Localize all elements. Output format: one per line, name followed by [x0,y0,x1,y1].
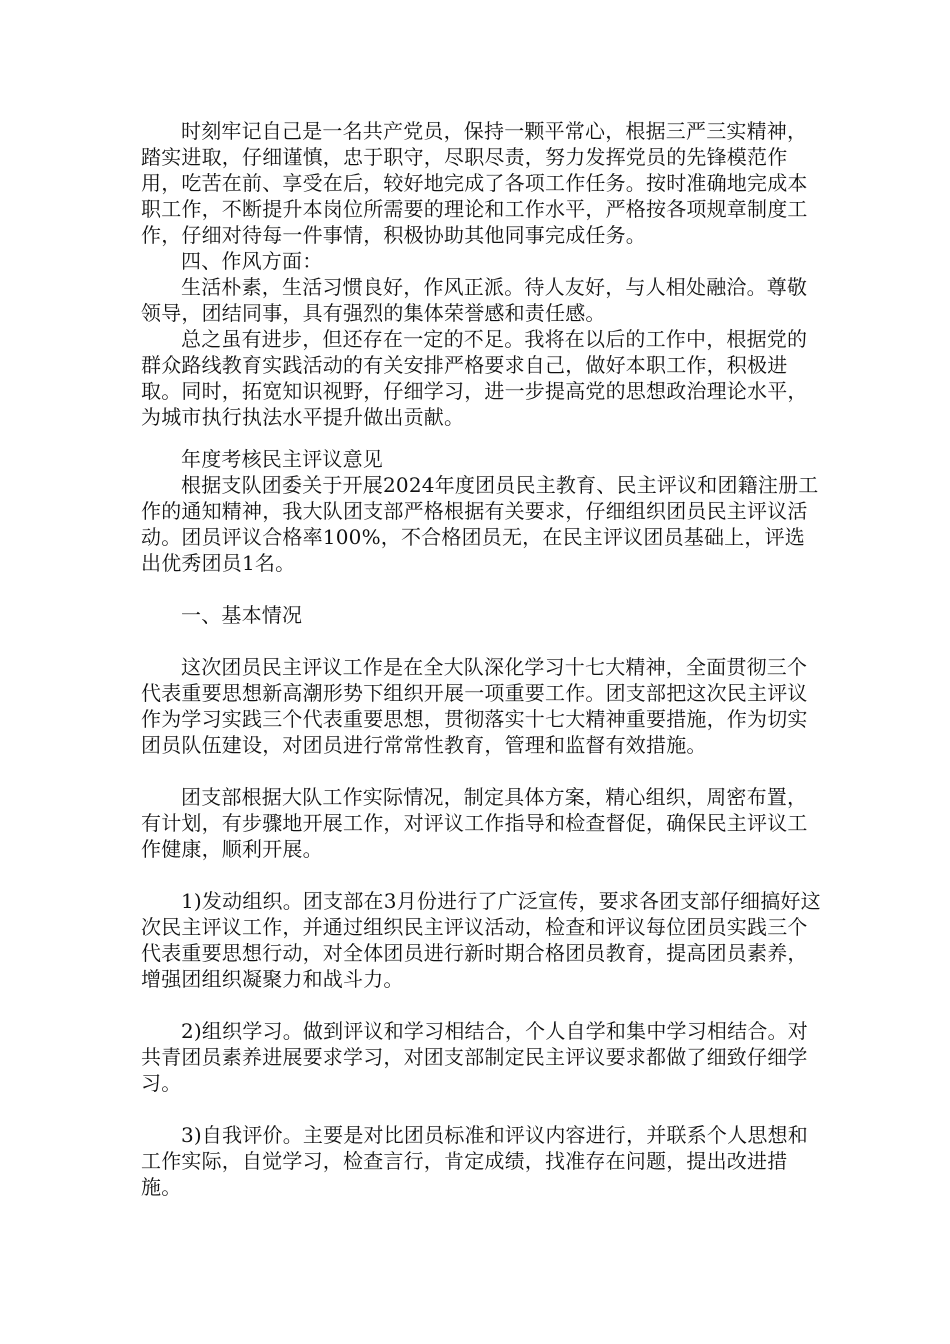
paragraph-step-3: 3)自我评价。主要是对比团员标准和评议内容进行，并联系个人思想和工作实际，自觉学习，检查言行，肯定成绩，找准存在问题，提出改进措施。 [141,1123,808,1199]
paragraph-work-style: 生活朴素，生活习惯良好，作风正派。待人友好，与人相处融洽。尊敬领导，团结同事，具有强烈的集体荣誉感和责任感。 [141,275,808,325]
paragraph-step-1: 1)发动组织。团支部在3月份进行了广泛宣传，要求各团支部仔细搞好这次民主评议工作，并通过组织民主评议活动，检查和评议每位团员实践三个代表重要思想行动，对全体团员进行新时期合格团员教育，提高团员素养，增强团组织凝聚力和战斗力。 [141,889,821,991]
paragraph-step-2: 2)组织学习。做到评议和学习相结合，个人自学和集中学习相结合。对共青团员素养进展要求学习，对团支部制定民主评议要求都做了细致仔细学习。 [141,1019,808,1095]
heading-annual-review: 年度考核民主评议意见 [181,447,383,471]
heading-work-style: 四、作风方面： [181,249,323,273]
document-body [141,118,821,1200]
paragraph-summary: 总之虽有进步，但还存在一定的不足。我将在以后的工作中，根据党的群众路线教育实践活动的有关安排严格要求自己，做好本职工作，积极进取。同时，拓宽知识视野，仔细学习，进一步提高党的思想政治理论水平，为城市执行执法水平提升做出贡献。 [141,327,808,429]
paragraph-plan: 团支部根据大队工作实际情况，制定具体方案，精心组织，周密布置，有计划，有步骤地开展工作，对评议工作指导和检查督促，确保民主评议工作健康，顺利开展。 [141,785,808,861]
paragraph-basic-situation: 这次团员民主评议工作是在全大队深化学习十七大精神，全面贯彻三个代表重要思想新高潮形势下组织开展一项重要工作。团支部把这次民主评议作为学习实践三个代表重要思想，贯彻落实十七大精神重要措施，作为切实团员队伍建设，对团员进行常常性教育，管理和监督有效措施。 [141,655,808,757]
heading-basic-situation: 一、基本情况 [181,603,303,627]
paragraph-review-intro: 根据支队团委关于开展2024年度团员民主教育、民主评议和团籍注册工作的通知精神，我大队团支部严格根据有关要求，仔细组织团员民主评议活动。团员评议合格率100%，不合格团员无，在民主评议团员基础上，评选出优秀团员1名。 [141,473,819,575]
paragraph-work-attitude: 时刻牢记自己是一名共产党员，保持一颗平常心，根据三严三实精神，踏实进取，仔细谨慎，忠于职守，尽职尽责，努力发挥党员的先锋模范作用，吃苦在前、享受在后，较好地完成了各项工作任务。按时准确地完成本职工作，不断提升本岗位所需要的理论和工作水平，严格按各项规章制度工作，仔细对待每一件事情，积极协助其他同事完成任务。 [141,119,808,247]
